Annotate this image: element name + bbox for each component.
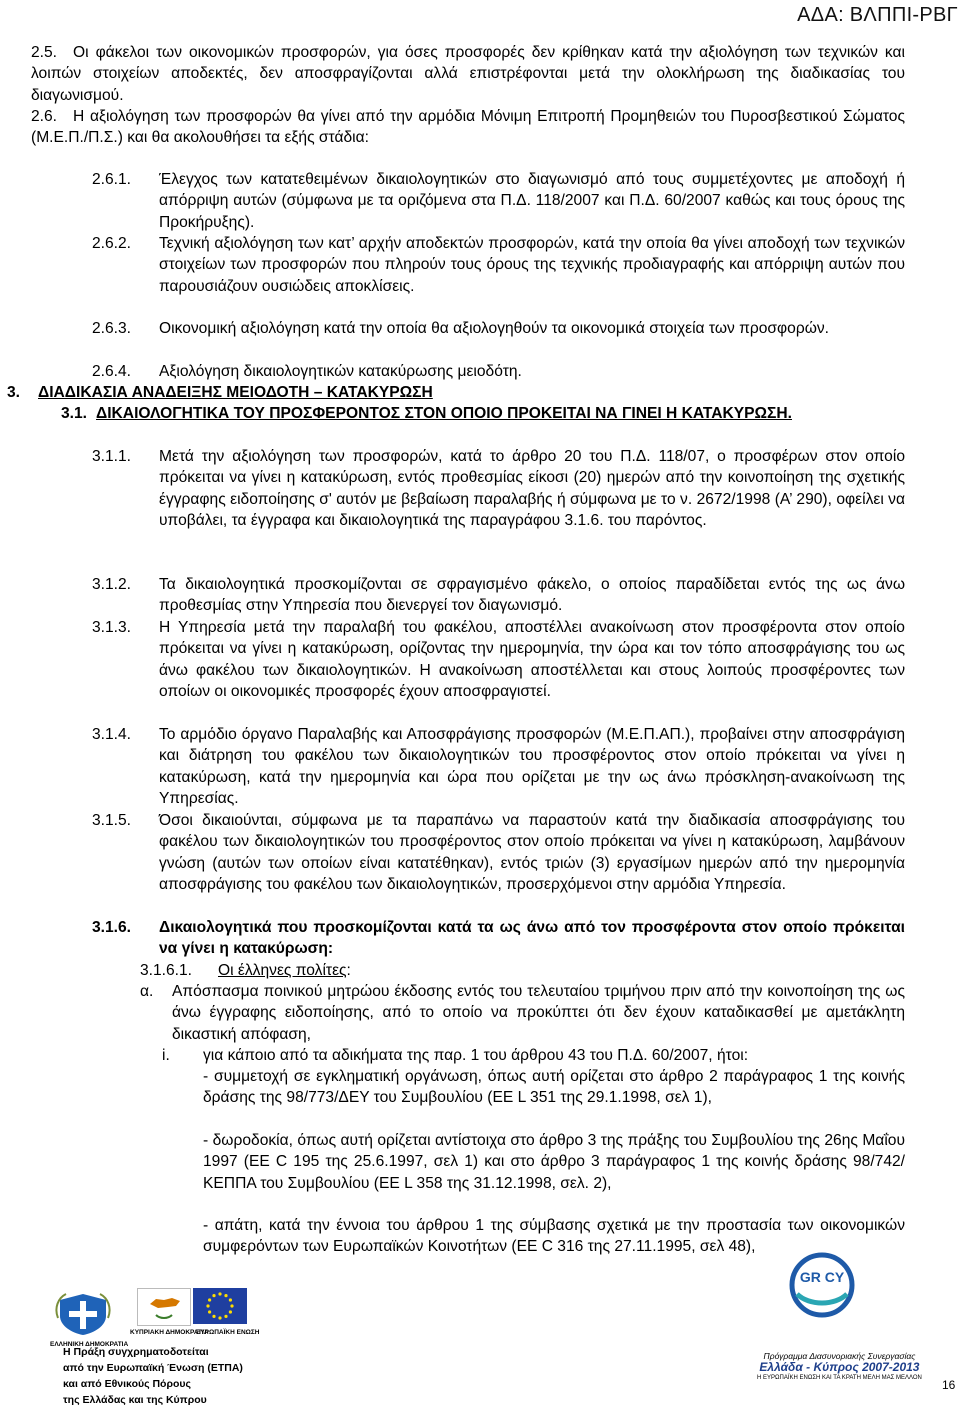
page-number: 16: [942, 1378, 956, 1392]
ada-code: ΑΔΑ: ΒΛΠΠΙ-ΡΒΓ: [797, 4, 958, 26]
section-text: Έλεγχος των κατατεθειμένων δικαιολογητικών στο διαγωνισμό από τους συμμετέχοντες με αποδοχή ή απόρριψη αυτών (σύμφωνα με τα οριζόμενα στα Π.Δ. 118/2007 και Π.Δ. 60/2007 καθώς και τους όρους της Προκήρυξης).: [159, 171, 905, 231]
item-text: για κάποιο από τα αδικήματα της παρ. 1 του άρθρου 43 του Π.Δ. 60/2007, ήτοι:: [203, 1047, 749, 1064]
section-number: 2.6.1.: [92, 171, 132, 188]
cyprus-flag-icon: [137, 1288, 191, 1326]
section-text: Τα δικαιολογητικά προσκομίζονται σε σφραγισμένο φάκελο, ο οποίος παραδίδεται εντός της ως άνω προθεσμίας στην Υπηρεσία που διενεργεί τον διαγωνισμό.: [159, 576, 905, 615]
section-text: Η Υπηρεσία μετά την παραλαβή του φακέλου, αποστέλλει ανακοίνωση στον προσφέροντα στον οποίο πρόκειται να γίνει η κατακύρωση, ορίζοντας την ημερομηνία, την ώρα και τον τόπο αποσφράγισης του ως άνω φακέλου των δικαιολογητικών. Η ανακοίνωση αποστέλλεται και στους λοιπούς προσφέροντες των οποίων οι οικονομικές προσφορές έχουν αποσφραγιστεί.: [159, 619, 905, 700]
eu-flag-icon: [193, 1288, 247, 1324]
section-text: Τεχνική αξιολόγηση των κατ’ αρχήν αποδεκτών προσφορών, κατά την οποία θα γίνει αποδοχή των τεχνικών στοιχείων των προσφορών που πληρούν τους όρους της τεχνικής προδιαγραφής και απόρριψη αυτών που παρουσιάζουν ουσιώδεις αποκλίσεις.: [159, 235, 905, 295]
section-title: [96, 403, 919, 424]
section-title-text: ΔΙΚΑΙΟΛΟΓΗΤΙΚΑ ΤΟΥ ΠΡΟΣΦΕΡΟΝΤΟΣ ΣΤΟΝ ΟΠΟΙΟ ΠΡΟΚΕΙΤΑΙ ΝΑ ΓΙΝΕΙ Η ΚΑΤΑΚΥΡΩΣΗ.: [96, 405, 793, 422]
section-text: Μετά την αξιολόγηση των προσφορών, κατά το άρθρο 20 του Π.Δ. 118/07, ο προσφέρων στον οποίο πρόκειται να γίνει η κατακύρωση, εντός προθεσμίας είκοσι (20) ημερών από την κοινοποίηση της σχετικής έγγραφης ειδοποίησης σ' αυτόν με βεβαίωση παραλαβής ή σύμφωνα με το ν. 2672/1998 (Α’ 290), οφείλει να υποβάλει, τα έγγραφα και δικαιολογητικά της παραγράφου 3.1.6. του παρόντος.: [159, 448, 905, 529]
funding-statement: [63, 1344, 243, 1408]
section-text: [218, 960, 351, 981]
section-number: 3.1.2.: [92, 576, 132, 593]
section-text: Οικονομική αξιολόγηση κατά την οποία θα αξιολογηθούν τα οικονομικά στοιχεία των προσφορών.: [159, 320, 830, 337]
logo-text: GR CY: [799, 1269, 845, 1285]
section-text-colon: :: [346, 962, 351, 979]
document-body: [0, 42, 960, 1279]
section-3-1-1: [0, 446, 960, 574]
section-3-1-6: [0, 917, 960, 960]
section-2-6: [0, 108, 960, 169]
dash-text: - δωροδοκία, όπως αυτή ορίζεται αντίστοιχα στο άρθρο 3 της πράξης του Συμβουλίου της 26ης Μαΐου 1997 (ΕΕ C 195 της 25.6.1997, σελ 1) και στο άρθρο 3 παράγραφος 1 της κοινής δράσης 98/742/ΚΕΠΠΑ του Συμβουλίου (ΕΕ L 358 της 31.12.1998, σελ. 2),: [203, 1132, 905, 1192]
programme-title: Ελλάδα - Κύπρος 2007-2013: [759, 1360, 920, 1374]
item-roman-i: [0, 1045, 960, 1066]
section-2-6-3: [0, 318, 960, 361]
programme-caption: [757, 1351, 922, 1384]
section-number: 3.1.3.: [92, 619, 132, 636]
section-3-1-4: [0, 724, 960, 810]
section-number: 3.1.5.: [92, 812, 132, 829]
funding-line: από την Ευρωπαϊκή Ένωση (ΕΤΠΑ): [63, 1362, 243, 1374]
section-number: 2.6.4.: [92, 363, 132, 380]
section-number: 3.1.6.1.: [140, 962, 193, 979]
funding-line: της Ελλάδας και της Κύπρου: [63, 1394, 207, 1406]
section-3-1-5: [0, 810, 960, 917]
section-2-6-2: [0, 233, 960, 318]
eu-label: ΕΥΡΩΠΑΪΚΗ ΕΝΩΣΗ: [196, 1329, 260, 1336]
dash-text: - απάτη, κατά την έννοια του άρθρου 1 της σύμβασης σχετικά με την προστασία των οικονομικών συμφερόντων των Ευρωπαϊκών Κοινοτήτων (ΕΕ C 316 της 27.11.1995, σελ 48),: [203, 1217, 905, 1256]
section-text-underlined: Οι έλληνες πολίτες: [218, 962, 347, 979]
dash-text: - συμμετοχή σε εγκληματική οργάνωση, όπως αυτή ορίζεται στο άρθρο 2 παράγραφος 1 της κοινής δράσης της 98/773/ΔΕΥ του Συμβουλίου (ΕΕ L 351 της 29.1.1998, σελ 1),: [203, 1068, 905, 1107]
section-number: 2.6.2.: [92, 235, 132, 252]
section-2-6-4: [0, 361, 960, 382]
dash-item-2: [0, 1130, 960, 1215]
section-number: 2.6.3.: [92, 320, 132, 337]
dash-item-1: [0, 1066, 960, 1130]
section-number: 2.5.: [31, 44, 58, 61]
section-title: ΔΙΑΔΙΚΑΣΙΑ ΑΝΑΔΕΙΞΗΣ ΜΕΙΟΔΟΤΗ – ΚΑΤΑΚΥΡΩΣΗ: [38, 384, 433, 401]
section-number: 3.1.1.: [92, 448, 132, 465]
cyprus-label: ΚΥΠΡΙΑΚΗ ΔΗΜΟΚΡΑΤΙΑ: [130, 1329, 209, 1336]
section-3-heading: [0, 382, 960, 403]
funding-line: Η Πράξη συγχρηματοδοτείται: [63, 1346, 209, 1358]
section-number: 3.1.6.: [92, 919, 132, 936]
item-numeral: i.: [162, 1047, 170, 1064]
section-text: Όσοι δικαιούνται, σύμφωνα με τα παραπάνω να παραστούν κατά την διαδικασία αποσφράγισης του φακέλου των δικαιολογητικών του προσφέροντος στον οποίο πρόκειται να γίνει η κατακύρωση, λαμβάνουν γνώση (αυτών των οποίων είναι κατατέθηκαν), εντός τριών (3) εργασίμων ημερών από την ημερομηνία αποσφράγισης του φακέλου των δικαιολογητικών, προσερχόμενοι στην αρμόδια Υπηρεσία.: [159, 812, 905, 893]
section-number: 3.1.: [61, 405, 88, 422]
section-3-1-6-1: [0, 960, 960, 981]
section-text: Δικαιολογητικά που προσκομίζονται κατά τα ως άνω από τον προσφέροντα στον οποίο πρόκειται να γίνει η κατακύρωση:: [159, 919, 905, 958]
section-2-6-1: [0, 169, 960, 233]
item-text: Απόσπασμα ποινικού μητρώου έκδοσης εντός του τελευταίου τριμήνου πριν από την κοινοποίηση της ως άνω έγγραφης ειδοποίησης, από το οποίο να προκύπτει ότι δεν έχουν καταδικασθεί με αμετάκλητη δικαστική απόφαση,: [172, 983, 905, 1043]
section-text: Αξιολόγηση δικαιολογητικών κατακύρωσης μειοδότη.: [159, 363, 522, 380]
page-footer: [0, 1269, 960, 1409]
section-3-1-3: [0, 617, 960, 724]
section-text: Η αξιολόγηση των προσφορών θα γίνει από την αρμόδια Μόνιμη Επιτροπή Προμηθειών του Πυροσβεστικού Σώματος (Μ.Ε.Π./Π.Σ.) και θα ακολουθήσει τα εξής στάδια:: [31, 108, 905, 147]
programme-line: Πρόγραμμα Διασυνοριακής Συνεργασίας: [763, 1351, 916, 1361]
greece-label: ΕΛΛΗΝΙΚΗ ΔΗΜΟΚΡΑΤΙΑ: [50, 1341, 129, 1348]
section-number: 3.1.4.: [92, 726, 132, 743]
section-number: 2.6.: [31, 108, 58, 125]
section-3-1-2: [0, 574, 960, 617]
greek-emblem-icon: [54, 1292, 112, 1336]
section-3-1-heading: [0, 403, 960, 446]
section-number: 3.: [7, 384, 21, 401]
item-letter: α.: [140, 983, 154, 1000]
section-text: Το αρμόδιο όργανο Παραλαβής και Αποσφράγισης προσφορών (Μ.Ε.Π.ΑΠ.), προβαίνει στην αποσφράγιση και διάτρηση του φακέλου των δικαιολογητικών του προσφέροντος στον οποίο πρόκειται να γίνει η κατακύρωση, κατά την ημερομηνία και ώρα που ορίζεται με την ως άνω πρόσκληση-ανακοίνωση της Υπηρεσίας.: [159, 726, 905, 807]
programme-logo-icon: [787, 1250, 857, 1320]
section-text: Οι φάκελοι των οικονομικών προσφορών, για όσες προσφορές δεν κρίθηκαν κατά την αξιολόγηση των τεχνικών και λοιπών στοιχείων αποδεκτές, δεν αποσφραγίζονται αλλά επιστρέφονται μετά την ολοκλήρωση της διαδικασίας του διαγωνισμού.: [31, 44, 905, 104]
item-alpha: [0, 981, 960, 1045]
programme-line: Η ΕΥΡΩΠΑΪΚΗ ΕΝΩΣΗ ΚΑΙ ΤΑ ΚΡΑΤΗ ΜΕΛΗ ΜΑΣ ΜΕΛΛΟΝ: [757, 1375, 922, 1381]
funding-line: και από Εθνικούς Πόρους: [63, 1378, 191, 1390]
